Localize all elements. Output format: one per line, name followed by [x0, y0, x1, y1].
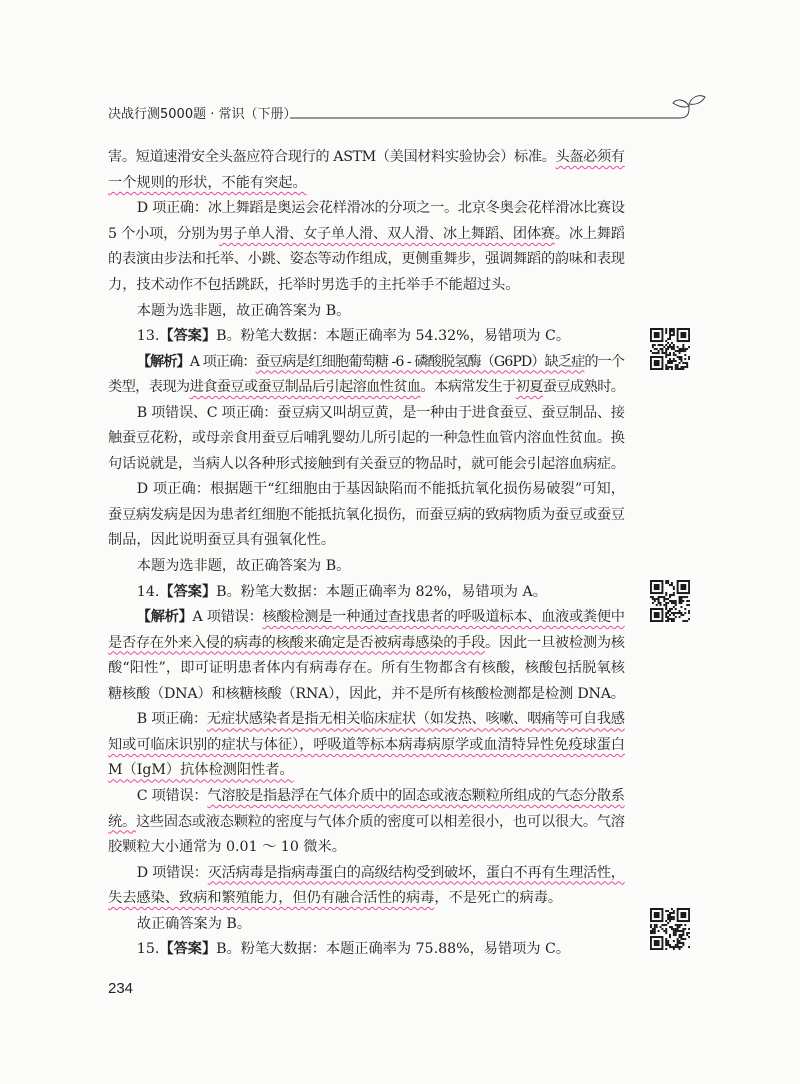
- text-line: [108, 401, 625, 427]
- text-line: [108, 886, 625, 912]
- text-segment: 本题为选非题，故正确答案为 B。: [136, 558, 351, 574]
- text-segment: D 项正确：冰上舞蹈是奥运会花样滑冰的分项之一。北京冬奥会花样滑冰比赛设: [136, 200, 625, 217]
- text-line: [108, 171, 625, 197]
- text-segment: D 项错误：: [136, 864, 208, 881]
- text-segment: 。因此一旦被检测为核: [485, 634, 625, 651]
- text-segment: ，不是死亡的病毒。: [434, 890, 563, 907]
- underlined-phrase: 核酸检测是一种通过查找患者的呼吸道标本、血液或粪便中: [262, 609, 625, 626]
- text-segment: 14.: [136, 583, 160, 600]
- underlined-phrase: 统。: [108, 813, 136, 830]
- text-segment: 触蚕豆花粉，或母亲食用蚕豆后哺乳婴幼儿所引起的一种急性血管内溶血性贫血。换: [108, 430, 625, 447]
- text-segment: 力，技术动作不包括跳跃，托举时男选手的主托举手不能超过头。: [108, 276, 520, 293]
- underlined-phrase: 一个规则的形状，不能有突起。: [108, 174, 307, 191]
- running-header-title: 决战行测5000题 · 常识（下册）: [108, 107, 297, 122]
- text-line: [108, 631, 625, 657]
- text-segment: B。粉笔大数据：本题正确率为 82%，易错项为 A。: [216, 583, 547, 600]
- qr-code-icon: [650, 580, 690, 622]
- text-line: [108, 861, 625, 887]
- header-rule-with-sprout-icon: [290, 92, 710, 126]
- text-line: [108, 477, 625, 503]
- text-line: [108, 247, 625, 273]
- underlined-phrase: 灭活病毒是指病毒蛋白的高级结构受到破坏，蛋白不再有生理活性，: [207, 864, 625, 881]
- text-line: [108, 810, 625, 836]
- text-segment: 句话说就是，当病人以各种形式接触到有关蚕豆的物品时，就可能会引起溶血病症。: [108, 455, 625, 472]
- text-line: [108, 299, 625, 325]
- underlined-phrase: M（IgM）抗体检测阳性者。: [108, 762, 294, 779]
- qr-code-icon: [650, 908, 690, 950]
- text-segment: B。粉笔大数据：本题正确率为 54.32%，易错项为 C。: [216, 328, 571, 345]
- text-segment: 这些固态或液态颗粒的密度与气体介质的密度可以相差很小，也可以很大。气溶: [135, 813, 625, 830]
- text-segment: 。本病常发生于: [420, 379, 516, 396]
- text-segment: 胶颗粒大小通常为 0.01 ～ 10 微米。: [108, 839, 346, 856]
- text-segment: 糖核酸（DNA）和核糖核酸（RNA），因此，并不是所有核酸检测都是检测 DNA。: [108, 685, 625, 702]
- text-segment: 15.: [136, 941, 160, 958]
- text-segment: 蚕豆病发病是因为患者红细胞不能抵抗氧化损伤，而蚕豆病的致病物质为蚕豆或蚕豆: [108, 506, 625, 523]
- text-line: [108, 145, 625, 171]
- text-segment: 5 个小项，分别为: [108, 225, 220, 242]
- text-line: [108, 452, 625, 478]
- text-line: [108, 707, 625, 733]
- section-label: 【答案】: [159, 583, 217, 600]
- section-label: 【解析】: [136, 609, 193, 626]
- text-line: [108, 758, 625, 784]
- underlined-phrase: 头盔必须有: [555, 149, 625, 166]
- text-line: [108, 784, 625, 810]
- text-line: [108, 682, 625, 708]
- text-line: [108, 375, 625, 401]
- text-segment: 本题为选非题，故正确答案为 B。: [136, 302, 351, 319]
- underlined-phrase: 气溶胶是指悬浮在气体介质中的固态或液态颗粒所组成的气态分散系: [207, 787, 625, 804]
- text-segment: D 项正确：根据题干“红细胞由于基因缺陷而不能抵抗氧化损伤易破裂”可知，: [136, 481, 626, 498]
- text-line: [108, 835, 625, 861]
- section-label: 【答案】: [159, 328, 217, 345]
- underlined-phrase: 进食蚕豆或蚕豆制品后引起溶血性贫血: [189, 379, 421, 396]
- text-line: [108, 273, 625, 299]
- sprout-icon: [673, 96, 705, 107]
- text-segment: 制品，因此说明蚕豆具有强氧化性。: [108, 532, 336, 549]
- text-line: [108, 528, 625, 554]
- underlined-phrase: 失去感染、致病和繁殖能力，但仍有融合活性的病毒: [108, 890, 435, 907]
- underlined-phrase: 知或可临床识别的症状与体征），呼吸道等标本病毒病原学或血清特异性免疫球蛋白: [108, 736, 625, 753]
- text-segment: A 项正确：: [189, 353, 256, 370]
- text-line: [108, 350, 625, 376]
- text-line: [108, 912, 625, 938]
- text-segment: 的一个: [584, 353, 625, 370]
- text-line: [108, 222, 625, 248]
- text-segment: 类型，表现为: [108, 379, 190, 396]
- text-segment: 13.: [136, 328, 160, 345]
- text-line: [108, 426, 625, 452]
- text-segment: B。粉笔大数据：本题正确率为 75.88%，易错项为 C。: [216, 941, 571, 958]
- underlined-phrase: 无症状感染者是指无相关临床症状（如发热、咳嗽、咽痛等可自我感: [206, 711, 625, 728]
- text-line: [108, 196, 625, 222]
- text-segment: 的表演由步法和托举、小跳、姿态等动作组成，更侧重舞步，强调舞蹈的韵味和表现: [108, 251, 625, 268]
- text-segment: 。冰上舞蹈: [554, 225, 625, 242]
- text-line: [108, 580, 625, 606]
- section-label: 【答案】: [159, 941, 217, 958]
- underlined-phrase: 是否存在外来入侵的病毒的核酸来确定是否被病毒感染的手段: [108, 634, 486, 651]
- text-segment: 故正确答案为 B。: [136, 915, 252, 932]
- text-line: [108, 733, 625, 759]
- text-line: [108, 503, 625, 529]
- underlined-phrase: 男子单人滑、女子单人滑、双人滑、冰上舞蹈、团体赛: [219, 225, 555, 242]
- qr-code-icon: [650, 328, 690, 370]
- text-segment: 酸“阳性”，即可证明患者体内有病毒存在。所有生物都含有核酸，核酸包括脱氧核: [108, 660, 626, 677]
- section-label: 【解析】: [136, 353, 190, 370]
- text-line: [108, 656, 625, 682]
- underlined-phrase: 初夏: [515, 379, 543, 396]
- text-segment: 害。短道速滑安全头盔应符合现行的 ASTM（美国材料实验协会）标准。: [108, 149, 556, 166]
- text-segment: A 项错误：: [192, 609, 263, 626]
- text-segment: 蚕豆成熟时。: [542, 379, 625, 396]
- text-line: [108, 324, 625, 350]
- text-segment: B 项正确：: [136, 711, 207, 728]
- text-line: [108, 554, 625, 580]
- page-number: 234: [108, 980, 134, 997]
- text-line: [108, 605, 625, 631]
- text-line: [108, 937, 625, 963]
- text-segment: C 项错误：: [136, 787, 208, 804]
- underlined-phrase: 蚕豆病是红细胞葡萄糖 -6 - 磷酸脱氢酶（G6PD）缺乏症: [255, 353, 585, 370]
- text-segment: B 项错误、C 项正确：蚕豆病又叫胡豆黄，是一种由于进食蚕豆、蚕豆制品、接: [136, 404, 625, 421]
